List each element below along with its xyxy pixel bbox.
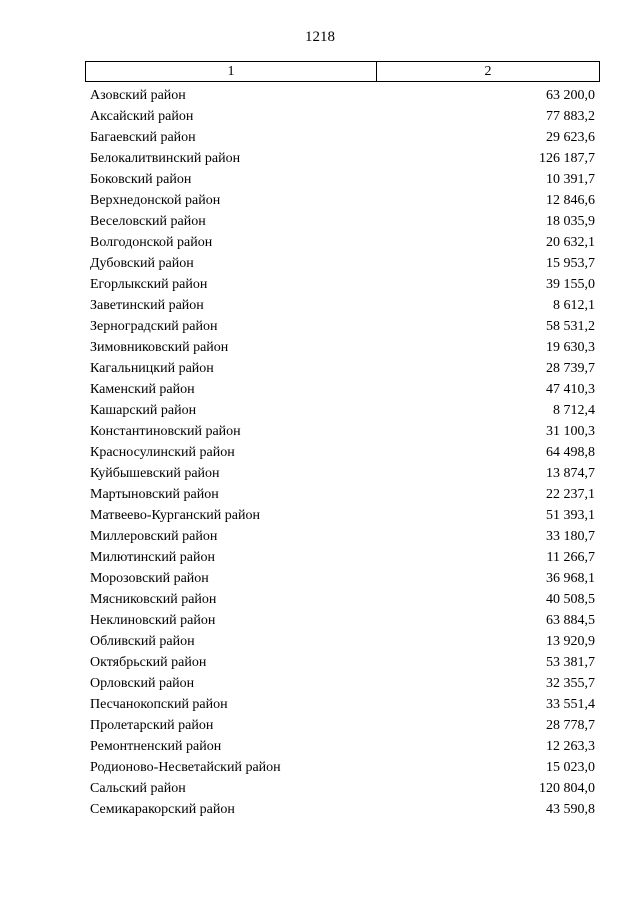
district-value: 36 968,1 bbox=[546, 571, 595, 586]
district-value: 40 508,5 bbox=[546, 592, 595, 607]
table-row bbox=[90, 715, 595, 736]
district-value: 53 381,7 bbox=[546, 655, 595, 670]
table-row bbox=[90, 526, 595, 547]
district-value: 33 551,4 bbox=[546, 697, 595, 712]
district-name: Обливский район bbox=[90, 634, 195, 649]
district-value: 12 263,3 bbox=[546, 739, 595, 754]
table-row bbox=[90, 253, 595, 274]
table-row bbox=[90, 505, 595, 526]
district-value: 51 393,1 bbox=[546, 508, 595, 523]
district-value: 19 630,3 bbox=[546, 340, 595, 355]
district-value: 13 920,9 bbox=[546, 634, 595, 649]
district-value: 58 531,2 bbox=[546, 319, 595, 334]
district-name: Сальский район bbox=[90, 781, 186, 796]
district-value: 126 187,7 bbox=[539, 151, 595, 166]
table-row bbox=[90, 379, 595, 400]
table-row bbox=[90, 673, 595, 694]
district-name: Песчанокопский район bbox=[90, 697, 228, 712]
district-name: Миллеровский район bbox=[90, 529, 218, 544]
district-value: 63 200,0 bbox=[546, 88, 595, 103]
table-row bbox=[90, 169, 595, 190]
district-value: 8 612,1 bbox=[553, 298, 595, 313]
district-name: Морозовский район bbox=[90, 571, 209, 586]
district-value: 12 846,6 bbox=[546, 193, 595, 208]
district-name: Красносулинский район bbox=[90, 445, 235, 460]
district-name: Мясниковский район bbox=[90, 592, 217, 607]
district-value: 63 884,5 bbox=[546, 613, 595, 628]
district-name: Волгодонской район bbox=[90, 235, 213, 250]
district-value: 32 355,7 bbox=[546, 676, 595, 691]
table-row bbox=[90, 631, 595, 652]
table-body bbox=[90, 85, 595, 820]
district-name: Веселовский район bbox=[90, 214, 206, 229]
district-name: Родионово-Несветайский район bbox=[90, 760, 281, 775]
table-row bbox=[90, 295, 595, 316]
table-row bbox=[90, 463, 595, 484]
district-name: Аксайский район bbox=[90, 109, 194, 124]
district-name: Куйбышевский район bbox=[90, 466, 220, 481]
district-name: Зимовниковский район bbox=[90, 340, 229, 355]
district-value: 15 953,7 bbox=[546, 256, 595, 271]
district-value: 20 632,1 bbox=[546, 235, 595, 250]
district-value: 15 023,0 bbox=[546, 760, 595, 775]
table-row bbox=[90, 589, 595, 610]
district-value: 29 623,6 bbox=[546, 130, 595, 145]
table-row bbox=[90, 85, 595, 106]
district-name: Зерноградский район bbox=[90, 319, 218, 334]
district-name: Кашарский район bbox=[90, 403, 197, 418]
table-row bbox=[90, 148, 595, 169]
district-value: 120 804,0 bbox=[539, 781, 595, 796]
table-row bbox=[90, 736, 595, 757]
district-value: 64 498,8 bbox=[546, 445, 595, 460]
table-row bbox=[90, 211, 595, 232]
table-row bbox=[90, 337, 595, 358]
district-name: Неклиновский район bbox=[90, 613, 216, 628]
table-row bbox=[90, 400, 595, 421]
district-value: 18 035,9 bbox=[546, 214, 595, 229]
district-name: Азовский район bbox=[90, 88, 186, 103]
table-row bbox=[90, 127, 595, 148]
district-value: 47 410,3 bbox=[546, 382, 595, 397]
district-value: 33 180,7 bbox=[546, 529, 595, 544]
district-name: Матвеево-Курганский район bbox=[90, 508, 260, 523]
table-row bbox=[90, 610, 595, 631]
table-header bbox=[85, 61, 600, 82]
district-name: Мартыновский район bbox=[90, 487, 219, 502]
column-header-1: 1 bbox=[86, 62, 377, 81]
column-header-2: 2 bbox=[484, 64, 492, 79]
district-value: 39 155,0 bbox=[546, 277, 595, 292]
page-number: 1218 bbox=[305, 29, 335, 45]
table-row bbox=[90, 421, 595, 442]
district-name: Багаевский район bbox=[90, 130, 196, 145]
table-row bbox=[90, 778, 595, 799]
district-name: Каменский район bbox=[90, 382, 195, 397]
district-name: Октябрьский район bbox=[90, 655, 207, 670]
district-name: Кагальницкий район bbox=[90, 361, 214, 376]
district-value: 28 739,7 bbox=[546, 361, 595, 376]
district-value: 11 266,7 bbox=[546, 550, 595, 565]
district-value: 31 100,3 bbox=[546, 424, 595, 439]
district-name: Пролетарский район bbox=[90, 718, 214, 733]
district-name: Верхнедонской район bbox=[90, 193, 221, 208]
table-row bbox=[90, 547, 595, 568]
district-value: 22 237,1 bbox=[546, 487, 595, 502]
table-row bbox=[90, 316, 595, 337]
table-row bbox=[90, 106, 595, 127]
district-name: Заветинский район bbox=[90, 298, 204, 313]
district-name: Дубовский район bbox=[90, 256, 194, 271]
district-name: Белокалитвинский район bbox=[90, 151, 241, 166]
table-row bbox=[90, 232, 595, 253]
district-name: Боковский район bbox=[90, 172, 192, 187]
table-row bbox=[90, 442, 595, 463]
table-row bbox=[90, 652, 595, 673]
district-value: 10 391,7 bbox=[546, 172, 595, 187]
table-row bbox=[90, 568, 595, 589]
district-name: Ремонтненский район bbox=[90, 739, 222, 754]
district-value: 13 874,7 bbox=[546, 466, 595, 481]
district-name: Егорлыкский район bbox=[90, 277, 208, 292]
table-row bbox=[90, 799, 595, 820]
table-row bbox=[90, 190, 595, 211]
table-row bbox=[90, 694, 595, 715]
district-value: 8 712,4 bbox=[553, 403, 595, 418]
district-name: Милютинский район bbox=[90, 550, 216, 565]
table-row bbox=[90, 358, 595, 379]
district-value: 77 883,2 bbox=[546, 109, 595, 124]
district-name: Константиновский район bbox=[90, 424, 241, 439]
table-row bbox=[90, 274, 595, 295]
table-row bbox=[90, 484, 595, 505]
district-name: Семикаракорский район bbox=[90, 802, 235, 817]
district-value: 43 590,8 bbox=[546, 802, 595, 817]
district-name: Орловский район bbox=[90, 676, 195, 691]
table-row bbox=[90, 757, 595, 778]
district-value: 28 778,7 bbox=[546, 718, 595, 733]
